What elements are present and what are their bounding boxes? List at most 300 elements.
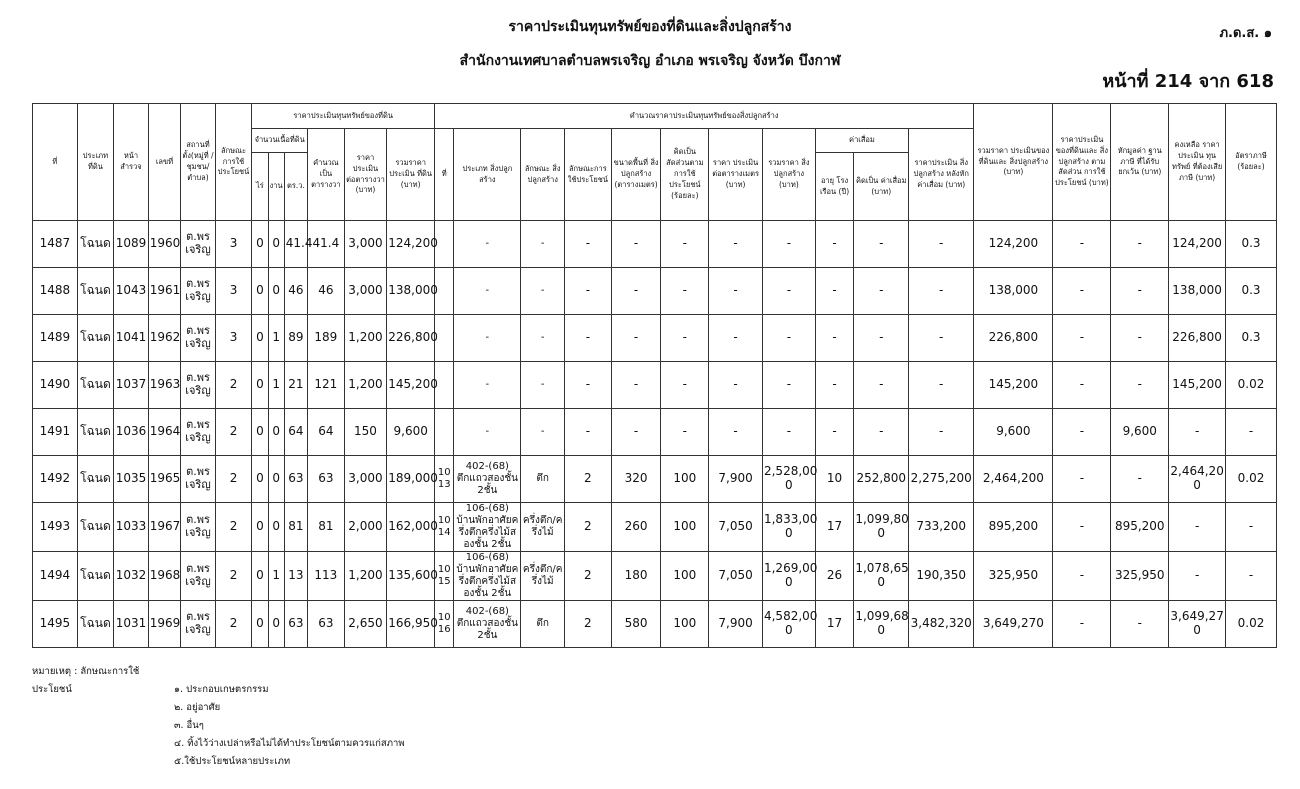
form-code: ภ.ด.ส. ๑ [1219, 26, 1272, 41]
cell-ngan: 0 [268, 221, 284, 268]
cell-building-type: - [454, 362, 521, 409]
cell-usage-percent: - [661, 268, 709, 315]
cell-number: 1964 [148, 409, 180, 456]
cell-usage-percent: - [661, 362, 709, 409]
cell-ratio-value: - [1053, 456, 1111, 503]
cell-ratio-value: - [1053, 362, 1111, 409]
col-building-total: รวมราคา สิ่งปลูกสร้าง (บาท) [762, 129, 815, 221]
cell-land-total: 162,000 [387, 503, 435, 552]
table-row [33, 221, 1277, 268]
col-price-per-sqm: ราคา ประเมิน ต่อตารางเมตร (บาท) [709, 129, 763, 221]
cell-price-per-sqm: - [709, 268, 763, 315]
cell-land-type: โฉนด [77, 601, 114, 648]
cell-number: 1961 [148, 268, 180, 315]
cell-building-total: - [762, 268, 815, 315]
cell-total-value: 138,000 [974, 268, 1053, 315]
col-wa: ตร.ว. [284, 153, 307, 221]
cell-building-total: - [762, 221, 815, 268]
cell-usage-percent: 100 [661, 601, 709, 648]
cell-building-character: - [521, 221, 565, 268]
cell-location: ต.พร เจริญ [181, 601, 216, 648]
cell-wa: 64 [284, 409, 307, 456]
cell-building-use: 2 [565, 601, 612, 648]
cell-land-type: โฉนด [77, 268, 114, 315]
cell-land-use: 3 [215, 221, 252, 268]
cell-building-total: - [762, 409, 815, 456]
cell-building-use: - [565, 268, 612, 315]
cell-no: 1493 [33, 503, 78, 552]
cell-land-type: โฉนด [77, 362, 114, 409]
cell-building-character: ครึ่งตึก/ค รึ่งไม้ [521, 503, 565, 552]
cell-number: 1969 [148, 601, 180, 648]
cell-rai: 0 [252, 552, 268, 601]
cell-building-age: - [815, 268, 854, 315]
cell-building-character: - [521, 409, 565, 456]
cell-ngan: 1 [268, 315, 284, 362]
cell-no: 1495 [33, 601, 78, 648]
cell-survey-page: 1036 [114, 409, 149, 456]
cell-building-net: - [909, 409, 974, 456]
cell-usage-percent: 100 [661, 456, 709, 503]
cell-exemption: - [1111, 601, 1169, 648]
cell-building-no [435, 409, 454, 456]
cell-land-total: 166,950 [387, 601, 435, 648]
cell-price-per-wa: 2,000 [344, 503, 387, 552]
cell-number: 1965 [148, 456, 180, 503]
cell-price-per-wa: 3,000 [344, 221, 387, 268]
cell-taxable-value: - [1169, 552, 1226, 601]
cell-price-per-wa: 3,000 [344, 456, 387, 503]
cell-tax-rate: - [1226, 409, 1277, 456]
col-tax-rate: อัตราภาษี (ร้อยละ) [1226, 104, 1277, 221]
cell-survey-page: 1031 [114, 601, 149, 648]
col-number: เลขที่ [148, 104, 180, 221]
cell-building-no: 10 16 [435, 601, 454, 648]
cell-depreciation: - [854, 315, 909, 362]
cell-location: ต.พร เจริญ [181, 552, 216, 601]
col-building-net: ราคาประเมิน สิ่งปลูกสร้าง หลังหัก ค่าเสื่อม (บาท) [909, 129, 974, 221]
cell-sqwa: 81 [308, 503, 345, 552]
cell-land-total: 124,200 [387, 221, 435, 268]
cell-building-use: - [565, 315, 612, 362]
cell-survey-page: 1089 [114, 221, 149, 268]
cell-total-value: 3,649,270 [974, 601, 1053, 648]
cell-total-value: 9,600 [974, 409, 1053, 456]
col-land-type: ประเภท ที่ดิน [77, 104, 114, 221]
cell-building-age: 26 [815, 552, 854, 601]
cell-wa: 63 [284, 456, 307, 503]
group-land-value: ราคาประเมินทุนทรัพย์ของที่ดิน [252, 104, 435, 129]
cell-building-use: 2 [565, 503, 612, 552]
cell-tax-rate: 0.02 [1226, 601, 1277, 648]
cell-taxable-value: 226,800 [1169, 315, 1226, 362]
cell-total-value: 226,800 [974, 315, 1053, 362]
col-building-use: ลักษณะการ ใช้ประโยชน์ [565, 129, 612, 221]
col-sqwa: คำนวณ เป็น ตารางวา [308, 129, 345, 221]
cell-ratio-value: - [1053, 409, 1111, 456]
cell-building-size: 260 [611, 503, 661, 552]
cell-location: ต.พร เจริญ [181, 456, 216, 503]
cell-building-age: 17 [815, 503, 854, 552]
cell-total-value: 325,950 [974, 552, 1053, 601]
cell-survey-page: 1037 [114, 362, 149, 409]
col-land-use: ลักษณะ การใช้ ประโยชน์ [215, 104, 252, 221]
cell-land-use: 3 [215, 315, 252, 362]
notes [32, 663, 405, 771]
group-area: จำนวนเนื้อที่ดิน [252, 129, 308, 153]
cell-wa: 46 [284, 268, 307, 315]
cell-depreciation: 1,099,80 0 [854, 503, 909, 552]
table-row [33, 315, 1277, 362]
cell-rai: 0 [252, 601, 268, 648]
cell-rai: 0 [252, 409, 268, 456]
cell-depreciation: 252,800 [854, 456, 909, 503]
cell-ngan: 0 [268, 409, 284, 456]
cell-exemption: - [1111, 268, 1169, 315]
cell-rai: 0 [252, 503, 268, 552]
cell-land-total: 135,600 [387, 552, 435, 601]
col-depreciation: คิดเป็น ค่าเสื่อม (บาท) [854, 153, 909, 221]
cell-sqwa: 189 [308, 315, 345, 362]
cell-survey-page: 1032 [114, 552, 149, 601]
group-depreciation: ค่าเสื่อม [815, 129, 908, 153]
col-building-age: อายุ โรงเรือน (ปี) [815, 153, 854, 221]
table-row [33, 268, 1277, 315]
cell-wa: 81 [284, 503, 307, 552]
note-item: ๒. อยู่อาศัย [174, 702, 221, 713]
cell-ngan: 0 [268, 456, 284, 503]
cell-location: ต.พร เจริญ [181, 503, 216, 552]
cell-exemption: - [1111, 456, 1169, 503]
cell-building-age: 17 [815, 601, 854, 648]
col-building-no: ที่ [435, 129, 454, 221]
cell-sqwa: 63 [308, 601, 345, 648]
table-row [33, 409, 1277, 456]
cell-price-per-wa: 1,200 [344, 552, 387, 601]
cell-rai: 0 [252, 456, 268, 503]
col-survey-page: หน้า สำรวจ [114, 104, 149, 221]
cell-building-age: 10 [815, 456, 854, 503]
cell-usage-percent: - [661, 409, 709, 456]
table-row [33, 456, 1277, 503]
cell-land-use: 2 [215, 552, 252, 601]
cell-building-character: - [521, 362, 565, 409]
cell-depreciation: - [854, 362, 909, 409]
cell-building-total: 1,269,00 0 [762, 552, 815, 601]
table-row [33, 503, 1277, 552]
cell-building-size: - [611, 315, 661, 362]
col-taxable-value: คงเหลือ ราคาประเมิน ทุนทรัพย์ ที่ต้องเสียภาษี (บาท) [1169, 104, 1226, 221]
cell-land-type: โฉนด [77, 409, 114, 456]
cell-building-character: - [521, 268, 565, 315]
cell-land-use: 2 [215, 503, 252, 552]
col-price-per-wa: ราคา ประเมิน ต่อตารางวา (บาท) [344, 129, 387, 221]
cell-taxable-value: - [1169, 409, 1226, 456]
cell-building-type: 402-(68) ตึกแถวสองชั้น 2ชั้น [454, 601, 521, 648]
cell-ratio-value: - [1053, 315, 1111, 362]
cell-exemption: 325,950 [1111, 552, 1169, 601]
cell-building-character: ครึ่งตึก/ค รึ่งไม้ [521, 552, 565, 601]
cell-building-no: 10 14 [435, 503, 454, 552]
cell-ngan: 1 [268, 362, 284, 409]
cell-no: 1487 [33, 221, 78, 268]
col-building-character: ลักษณะ สิ่งปลูกสร้าง [521, 129, 565, 221]
cell-price-per-sqm: 7,050 [709, 552, 763, 601]
cell-building-net: 2,275,200 [909, 456, 974, 503]
assessment-table [32, 103, 1277, 648]
cell-building-use: - [565, 221, 612, 268]
cell-depreciation: 1,099,68 0 [854, 601, 909, 648]
cell-building-size: 320 [611, 456, 661, 503]
cell-ratio-value: - [1053, 503, 1111, 552]
cell-ratio-value: - [1053, 552, 1111, 601]
cell-building-age: - [815, 362, 854, 409]
cell-building-character: ตึก [521, 601, 565, 648]
col-building-size: ขนาดพื้นที่ สิ่งปลูกสร้าง (ตารางเมตร) [611, 129, 661, 221]
cell-price-per-wa: 1,200 [344, 362, 387, 409]
cell-ngan: 1 [268, 552, 284, 601]
cell-land-use: 2 [215, 456, 252, 503]
cell-building-size: - [611, 362, 661, 409]
cell-survey-page: 1041 [114, 315, 149, 362]
cell-ngan: 0 [268, 601, 284, 648]
cell-wa: 13 [284, 552, 307, 601]
cell-building-type: - [454, 409, 521, 456]
cell-location: ต.พร เจริญ [181, 409, 216, 456]
cell-land-use: 3 [215, 268, 252, 315]
page-info: หน้าที่ 214 จาก 618 [1102, 71, 1274, 92]
office-name: สำนักงานเทศบาลตำบลพรเจริญ อำเภอ พรเจริญ จังหวัด บึงกาฬ [459, 53, 841, 69]
cell-tax-rate: 0.02 [1226, 362, 1277, 409]
cell-no: 1488 [33, 268, 78, 315]
cell-price-per-sqm: 7,900 [709, 456, 763, 503]
cell-survey-page: 1043 [114, 268, 149, 315]
cell-no: 1492 [33, 456, 78, 503]
cell-rai: 0 [252, 221, 268, 268]
cell-building-type: 106-(68) บ้านพักอาศัยค รึ่งตึกครึ่งไม้ส องชั้น 2ชั้น [454, 503, 521, 552]
cell-ratio-value: - [1053, 601, 1111, 648]
cell-building-net: - [909, 221, 974, 268]
cell-taxable-value: 145,200 [1169, 362, 1226, 409]
cell-number: 1967 [148, 503, 180, 552]
cell-number: 1963 [148, 362, 180, 409]
cell-exemption: - [1111, 221, 1169, 268]
cell-price-per-sqm: - [709, 221, 763, 268]
cell-depreciation: - [854, 268, 909, 315]
cell-exemption: - [1111, 315, 1169, 362]
notes-label: หมายเหตุ : ลักษณะการใช้ประโยชน์ [32, 666, 140, 695]
cell-taxable-value: - [1169, 503, 1226, 552]
cell-building-size: 180 [611, 552, 661, 601]
cell-building-no: 10 15 [435, 552, 454, 601]
cell-land-use: 2 [215, 409, 252, 456]
note-item: ๔. ทิ้งไว้ว่างเปล่าหรือไม่ได้ทำประโยชน์ตามควรแก่สภาพ [174, 738, 405, 749]
cell-ngan: 0 [268, 268, 284, 315]
cell-depreciation: - [854, 221, 909, 268]
cell-taxable-value: 3,649,27 0 [1169, 601, 1226, 648]
cell-wa: 41.4 [284, 221, 307, 268]
cell-building-net: - [909, 268, 974, 315]
cell-depreciation: 1,078,65 0 [854, 552, 909, 601]
col-ratio-value: ราคาประเมิน ของที่ดินและ สิ่งปลูกสร้าง ตามสัดส่วน การใช้ประโยชน์ (บาท) [1053, 104, 1111, 221]
cell-land-total: 9,600 [387, 409, 435, 456]
cell-building-age: - [815, 315, 854, 362]
cell-depreciation: - [854, 409, 909, 456]
note-item: ๑. ประกอบเกษตรกรรม [174, 684, 269, 695]
cell-building-use: - [565, 362, 612, 409]
cell-building-net: 190,350 [909, 552, 974, 601]
cell-building-type: - [454, 221, 521, 268]
col-location: สถานที่ ตั้ง(หมู่ที่ /ชุมชน/ ตำบล) [181, 104, 216, 221]
cell-building-net: - [909, 362, 974, 409]
report-title: ราคาประเมินทุนทรัพย์ของที่ดินและสิ่งปลูกสร้าง [508, 19, 792, 35]
cell-number: 1960 [148, 221, 180, 268]
cell-total-value: 124,200 [974, 221, 1053, 268]
cell-sqwa: 64 [308, 409, 345, 456]
cell-rai: 0 [252, 268, 268, 315]
cell-building-size: - [611, 221, 661, 268]
cell-building-total: - [762, 362, 815, 409]
cell-building-net: - [909, 315, 974, 362]
cell-building-total: 1,833,00 0 [762, 503, 815, 552]
note-item: ๓. อื่นๆ [174, 720, 204, 731]
cell-building-age: - [815, 221, 854, 268]
cell-price-per-wa: 1,200 [344, 315, 387, 362]
group-building-value: คำนวณราคาประเมินทุนทรัพย์ของสิ่งปลูกสร้าง [435, 104, 974, 129]
cell-land-type: โฉนด [77, 456, 114, 503]
cell-land-total: 226,800 [387, 315, 435, 362]
cell-ratio-value: - [1053, 221, 1111, 268]
cell-building-size: - [611, 409, 661, 456]
cell-building-use: - [565, 409, 612, 456]
cell-building-total: - [762, 315, 815, 362]
cell-wa: 63 [284, 601, 307, 648]
cell-tax-rate: 0.3 [1226, 315, 1277, 362]
cell-ngan: 0 [268, 503, 284, 552]
cell-no: 1494 [33, 552, 78, 601]
cell-tax-rate: 0.3 [1226, 221, 1277, 268]
table-row [33, 362, 1277, 409]
cell-exemption: 9,600 [1111, 409, 1169, 456]
col-rai: ไร่ [252, 153, 268, 221]
cell-sqwa: 113 [308, 552, 345, 601]
cell-number: 1968 [148, 552, 180, 601]
cell-no: 1491 [33, 409, 78, 456]
cell-location: ต.พร เจริญ [181, 315, 216, 362]
cell-building-size: 580 [611, 601, 661, 648]
cell-building-character: - [521, 315, 565, 362]
cell-building-use: 2 [565, 456, 612, 503]
cell-taxable-value: 124,200 [1169, 221, 1226, 268]
cell-price-per-sqm: 7,050 [709, 503, 763, 552]
cell-tax-rate: 0.02 [1226, 456, 1277, 503]
cell-building-size: - [611, 268, 661, 315]
cell-usage-percent: - [661, 315, 709, 362]
cell-number: 1962 [148, 315, 180, 362]
cell-price-per-wa: 3,000 [344, 268, 387, 315]
cell-no: 1489 [33, 315, 78, 362]
cell-total-value: 2,464,200 [974, 456, 1053, 503]
cell-rai: 0 [252, 315, 268, 362]
table-row [33, 601, 1277, 648]
cell-building-net: 733,200 [909, 503, 974, 552]
cell-land-use: 2 [215, 362, 252, 409]
cell-tax-rate: - [1226, 552, 1277, 601]
cell-building-type: - [454, 268, 521, 315]
cell-taxable-value: 2,464,20 0 [1169, 456, 1226, 503]
cell-exemption: 895,200 [1111, 503, 1169, 552]
col-usage-percent: คิดเป็น สัดส่วนตาม การใช้ ประโยชน์ (ร้อยละ) [661, 129, 709, 221]
col-total-value: รวมราคา ประเมินของ ที่ดินและ สิ่งปลูกสร้าง (บาท) [974, 104, 1053, 221]
cell-building-type: 106-(68) บ้านพักอาศัยค รึ่งตึกครึ่งไม้ส องชั้น 2ชั้น [454, 552, 521, 601]
cell-land-type: โฉนด [77, 552, 114, 601]
cell-wa: 89 [284, 315, 307, 362]
cell-building-total: 4,582,00 0 [762, 601, 815, 648]
cell-land-type: โฉนด [77, 221, 114, 268]
table-row [33, 552, 1277, 601]
cell-building-type: 402-(68) ตึกแถวสองชั้น 2ชั้น [454, 456, 521, 503]
col-building-type: ประเภท สิ่งปลูกสร้าง [454, 129, 521, 221]
cell-location: ต.พร เจริญ [181, 362, 216, 409]
cell-sqwa: 121 [308, 362, 345, 409]
cell-building-use: 2 [565, 552, 612, 601]
cell-land-type: โฉนด [77, 503, 114, 552]
cell-price-per-sqm: - [709, 409, 763, 456]
cell-price-per-wa: 2,650 [344, 601, 387, 648]
cell-building-age: - [815, 409, 854, 456]
cell-location: ต.พร เจริญ [181, 268, 216, 315]
cell-total-value: 145,200 [974, 362, 1053, 409]
cell-land-use: 2 [215, 601, 252, 648]
cell-survey-page: 1035 [114, 456, 149, 503]
cell-total-value: 895,200 [974, 503, 1053, 552]
cell-land-total: 189,000 [387, 456, 435, 503]
cell-building-total: 2,528,00 0 [762, 456, 815, 503]
cell-land-type: โฉนด [77, 315, 114, 362]
cell-building-net: 3,482,320 [909, 601, 974, 648]
cell-no: 1490 [33, 362, 78, 409]
cell-rai: 0 [252, 362, 268, 409]
cell-sqwa: 46 [308, 268, 345, 315]
cell-sqwa: 41.4 [308, 221, 345, 268]
cell-usage-percent: - [661, 221, 709, 268]
cell-price-per-sqm: 7,900 [709, 601, 763, 648]
col-exemption: หักมูลค่า ฐานภาษี ที่ได้รับ ยกเว้น (บาท) [1111, 104, 1169, 221]
cell-sqwa: 63 [308, 456, 345, 503]
cell-land-total: 138,000 [387, 268, 435, 315]
cell-survey-page: 1033 [114, 503, 149, 552]
cell-price-per-sqm: - [709, 315, 763, 362]
cell-building-type: - [454, 315, 521, 362]
cell-land-total: 145,200 [387, 362, 435, 409]
cell-taxable-value: 138,000 [1169, 268, 1226, 315]
cell-tax-rate: 0.3 [1226, 268, 1277, 315]
col-no: ที่ [33, 104, 78, 221]
cell-wa: 21 [284, 362, 307, 409]
cell-building-no: 10 13 [435, 456, 454, 503]
cell-price-per-sqm: - [709, 362, 763, 409]
cell-building-character: ตึก [521, 456, 565, 503]
cell-tax-rate: - [1226, 503, 1277, 552]
cell-price-per-wa: 150 [344, 409, 387, 456]
cell-ratio-value: - [1053, 268, 1111, 315]
note-item: ๕.ใช้ประโยชน์หลายประเภท [174, 756, 291, 767]
col-ngan: งาน [268, 153, 284, 221]
col-land-total: รวมราคา ประเมิน ที่ดิน (บาท) [387, 129, 435, 221]
cell-location: ต.พร เจริญ [181, 221, 216, 268]
cell-usage-percent: 100 [661, 552, 709, 601]
cell-exemption: - [1111, 362, 1169, 409]
